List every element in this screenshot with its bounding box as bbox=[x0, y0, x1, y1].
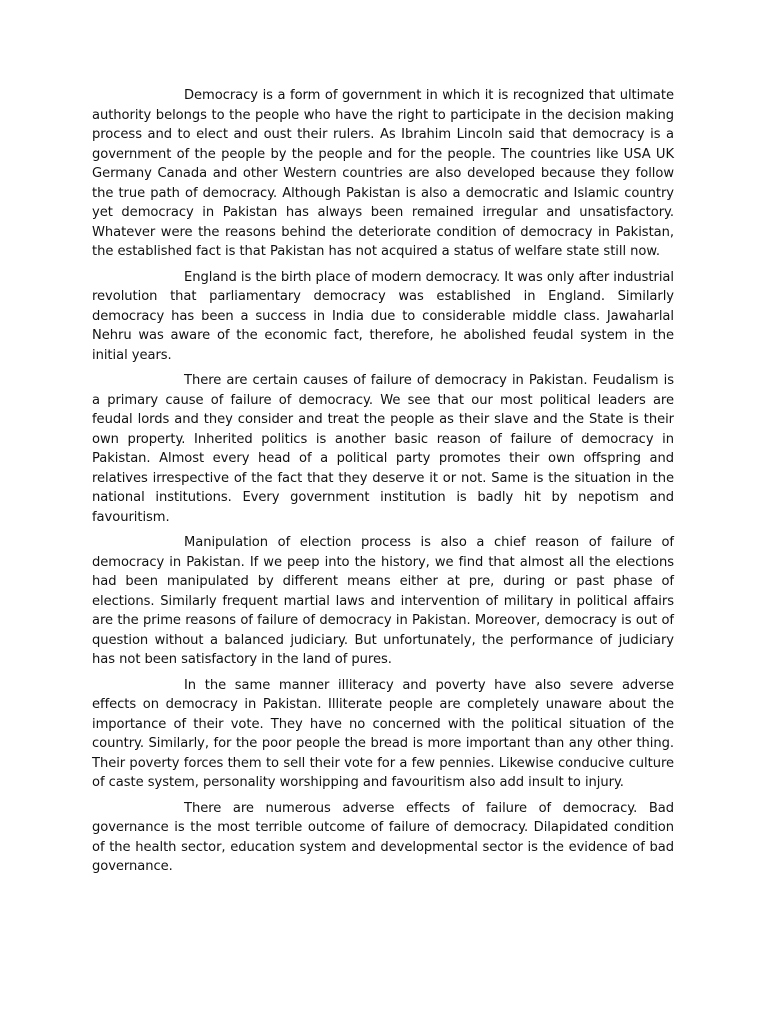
paragraph-england-india: England is the birth place of modern democracy. It was only after industrial revolution that parliamentary democracy was established in England. Similarly democracy has been a success in India due to considerable middle class. Jawaharlal Nehru was aware of the economic fact, therefore, he abolished feudal system in the initial years. bbox=[92, 269, 674, 363]
paragraph-intro-democracy: Democracy is a form of government in which it is recognized that ultimate authority belongs to the people who have the right to participate in the decision making process and to elect and oust their rulers. As Ibrahim Lincoln said that democracy is a government of the people by the people and for the people. The countries like USA UK Germany Canada and other Western countries are also developed because they follow the true path of democracy. Although Pakistan is also a democratic and Islamic country yet democracy in Pakistan has always been remained irregular and unsatisfactory. Whatever were the reasons behind the deteriorate condition of democracy in Pakistan, the established fact is that Pakistan has not acquired a status of welfare state still now. bbox=[92, 88, 674, 259]
paragraph-adverse-effects: There are numerous adverse effects of failure of democracy. Bad governance is the most terrible outcome of failure of democracy. Dilapidated condition of the health sector, education system and developmental sector is the evidence of bad governance. bbox=[92, 800, 674, 874]
paragraph-election-manipulation: Manipulation of election process is also a chief reason of failure of democracy in Pakistan. If we peep into the history, we find that almost all the elections had been manipulated by different means either at pre, during or past phase of elections. Similarly frequent martial laws and intervention of military in political affairs are the prime reasons of failure of democracy in Pakistan. Moreover, democracy is out of question without a balanced judiciary. But unfortunately, the performance of judiciary has not been satisfactory in the land of pures. bbox=[92, 535, 674, 667]
paragraph-feudalism-causes: There are certain causes of failure of democracy in Pakistan. Feudalism is a primary cause of failure of democracy. We see that our most political leaders are feudal lords and they consider and treat the people as their slave and the State is their own property. Inherited politics is another basic reason of failure of democracy in Pakistan. Almost every head of a political party promotes their own offspring and relatives irrespective of the fact that they deserve it or not. Same is the situation in the national institutions. Every government institution is badly hit by nepotism and favouritism. bbox=[92, 373, 674, 525]
document-body bbox=[92, 86, 674, 877]
paragraph-illiteracy-poverty: In the same manner illiteracy and poverty have also severe adverse effects on democracy in Pakistan. Illiterate people are completely unaware about the importance of their vote. They have no concerned with the political situation of the country. Similarly, for the poor people the bread is more important than any other thing. Their poverty forces them to sell their vote for a few pennies. Likewise conducive culture of caste system, personality worshipping and favouritism also add insult to injury. bbox=[92, 677, 674, 790]
